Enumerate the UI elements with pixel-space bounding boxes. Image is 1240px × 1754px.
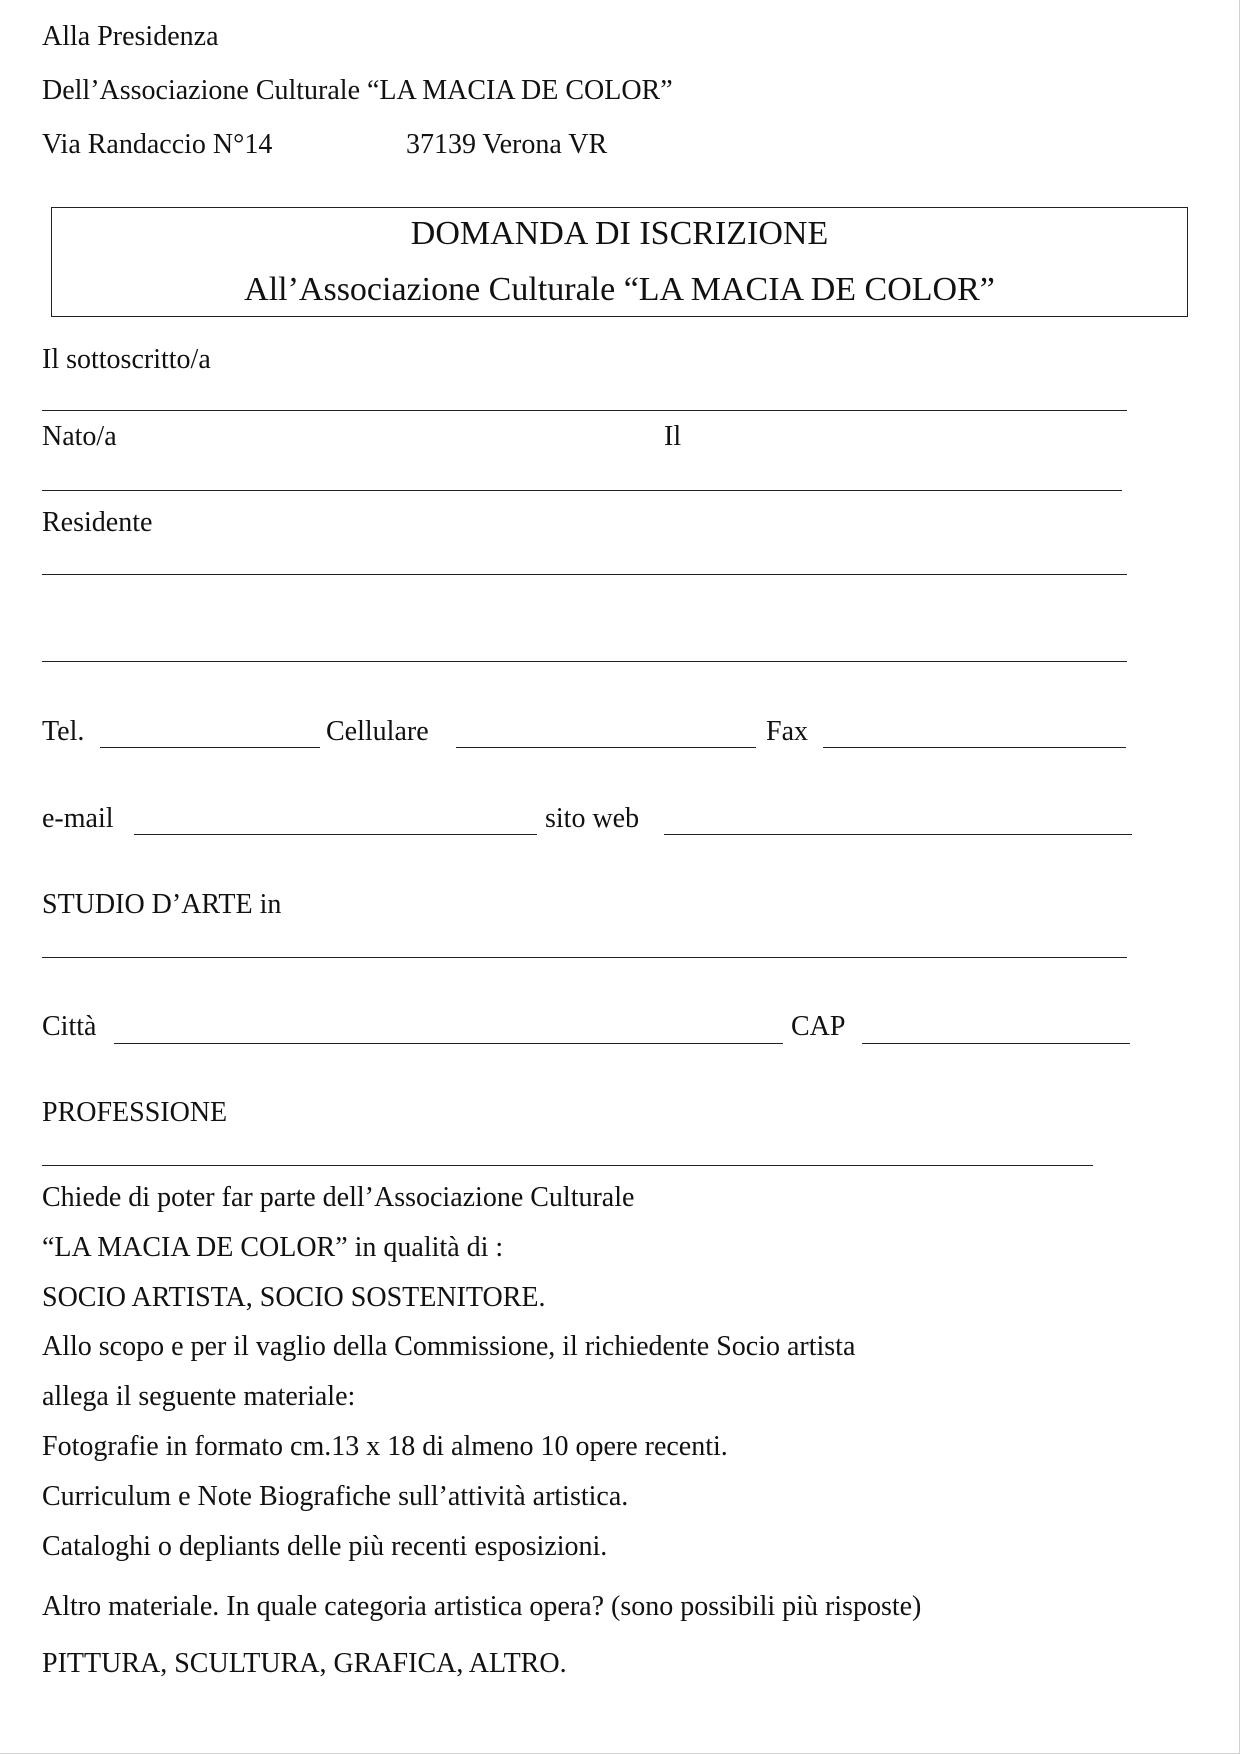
resident-field-line-1[interactable] (42, 574, 1127, 575)
body-line: Allo scopo e per il vaglio della Commissione, il richiedente Socio artista (42, 1331, 856, 1362)
body-line: Fotografie in formato cm.13 x 18 di almeno 10 opere recenti. (42, 1431, 728, 1462)
artistic-categories: PITTURA, SCULTURA, GRAFICA, ALTRO. (42, 1648, 567, 1679)
profession-label: PROFESSIONE (42, 1097, 228, 1128)
fax-field-line[interactable] (823, 747, 1126, 748)
body-line: “LA MACIA DE COLOR” in qualità di : (42, 1232, 504, 1263)
recipient-street: Via Randaccio N°14 (42, 129, 273, 160)
form-subtitle: All’Associazione Culturale “LA MACIA DE COLOR” (244, 271, 995, 308)
tel-field-line[interactable] (100, 747, 320, 748)
other-material-question: Altro materiale. In quale categoria artistica opera? (sono possibili più risposte) (42, 1591, 922, 1622)
body-line: Curriculum e Note Biografiche sull’attività artistica. (42, 1481, 629, 1512)
born-label: Nato/a (42, 421, 117, 452)
recipient-line-2: Dell’Associazione Culturale “LA MACIA DE COLOR” (42, 75, 673, 106)
website-field-line[interactable] (664, 834, 1132, 835)
profession-field-line[interactable] (42, 1165, 1093, 1166)
undersigned-field-line[interactable] (42, 410, 1127, 411)
resident-label: Residente (42, 507, 153, 538)
mobile-label: Cellulare (326, 716, 429, 747)
form-title: DOMANDA DI ISCRIZIONE (410, 215, 829, 252)
email-field-line[interactable] (134, 834, 537, 835)
body-line: Cataloghi o depliants delle più recenti esposizioni. (42, 1531, 608, 1562)
resident-field-line-2[interactable] (42, 661, 1127, 662)
undersigned-label: Il sottoscritto/a (42, 344, 211, 375)
studio-field-line[interactable] (42, 957, 1127, 958)
cap-label: CAP (791, 1011, 846, 1042)
studio-label: STUDIO D’ARTE in (42, 889, 282, 920)
body-line: SOCIO ARTISTA, SOCIO SOSTENITORE. (42, 1282, 546, 1313)
city-field-line[interactable] (114, 1043, 783, 1044)
body-line: allega il seguente materiale: (42, 1381, 356, 1412)
website-label: sito web (545, 803, 640, 834)
mobile-field-line[interactable] (456, 747, 756, 748)
email-label: e-mail (42, 803, 114, 834)
fax-label: Fax (766, 716, 808, 747)
city-label: Città (42, 1011, 97, 1042)
body-line: Chiede di poter far parte dell’Associazione Culturale (42, 1182, 635, 1213)
birth-date-label: Il (664, 421, 682, 452)
birth-field-line[interactable] (42, 490, 1122, 491)
recipient-city: 37139 Verona VR (406, 129, 608, 160)
tel-label: Tel. (42, 716, 85, 747)
cap-field-line[interactable] (862, 1043, 1130, 1044)
title-box (51, 207, 1188, 317)
recipient-line-1: Alla Presidenza (42, 21, 219, 52)
